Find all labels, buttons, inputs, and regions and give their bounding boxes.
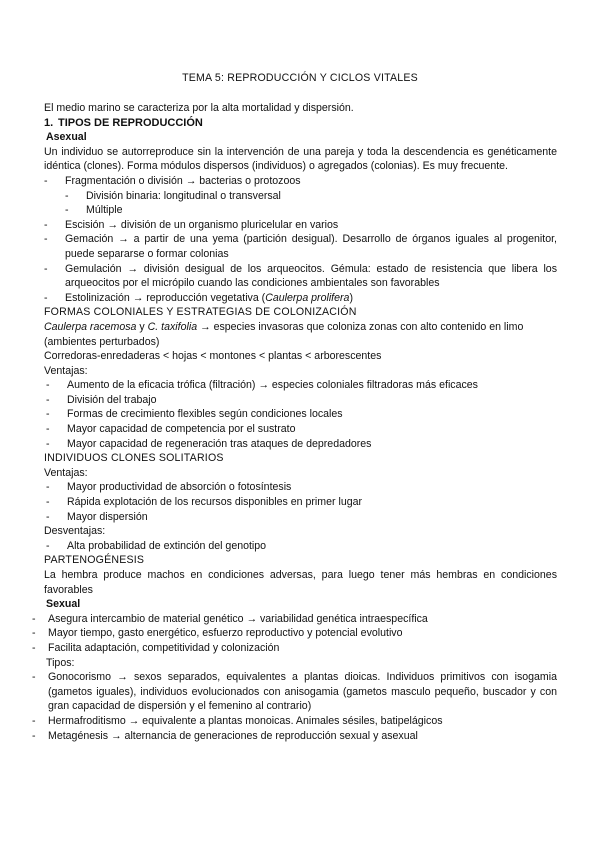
list-item-text: Mayor capacidad de regeneración tras ataques de depredadores — [67, 437, 372, 450]
sub-list-item-text: División binaria: longitudinal o transversal — [86, 189, 281, 202]
list-item-text: Mayor dispersión — [67, 510, 148, 523]
bullet-dash: - — [65, 189, 69, 202]
bullet-dash: - — [46, 437, 50, 450]
list-item — [32, 612, 557, 627]
species-description: → especies invasoras que coloniza zonas con alto contenido en limo (ambientes perturbados) — [44, 320, 524, 348]
list-item — [32, 670, 557, 714]
list-item — [44, 174, 557, 189]
list-item — [44, 510, 557, 525]
bullet-dash: - — [32, 671, 36, 684]
intro-paragraph: El medio marino se caracteriza por la alta mortalidad y dispersión. — [44, 102, 354, 114]
bullet-dash: - — [44, 174, 48, 187]
colonial-heading: FORMAS COLONIALES Y ESTRATEGIAS DE COLONIZACIÓN — [44, 306, 357, 319]
list-item — [44, 393, 557, 408]
list-item-text: Alta probabilidad de extinción del genotipo — [67, 539, 267, 552]
bullet-dash: - — [32, 627, 36, 640]
sexual-heading: Sexual — [46, 598, 81, 611]
list-item — [44, 495, 557, 510]
bullet-dash: - — [44, 218, 48, 231]
species-name: Caulerpa racemosa — [44, 320, 137, 333]
list-item-text: Rápida explotación de los recursos disponibles en primer lugar — [67, 496, 363, 509]
list-item-text: Gemación → a partir de una yema (partición desigual). Desarrollo de órganos iguales al progenitor, puede separarse o formar colonias — [65, 233, 557, 260]
list-item — [44, 218, 557, 233]
asexual-paragraph: Un individuo se autorreproduce sin la intervención de una pareja y toda la descendencia es genéticamente idéntica (clones). Forma módulos dispersos (individuos) o agregados (colonias). Es muy frecuente. — [44, 145, 557, 173]
list-item — [44, 422, 557, 437]
list-item-text: Fragmentación o división → bacterias o protozoos — [65, 174, 301, 187]
colonial-species-paragraph — [44, 320, 557, 349]
bullet-dash: - — [65, 204, 69, 217]
list-item — [32, 626, 557, 641]
list-item-text: Mayor tiempo, gasto energético, esfuerzo reproductivo y potencial evolutivo — [48, 627, 403, 640]
bullet-dash: - — [44, 262, 48, 275]
list-item-text: Facilita adaptación, competitividad y colonización — [48, 641, 280, 654]
list-item — [44, 378, 557, 393]
list-item — [44, 407, 557, 422]
section-heading — [44, 116, 557, 131]
species-name: Caulerpa prolifera — [265, 291, 350, 304]
list-item-text: Mayor capacidad de competencia por el sustrato — [67, 423, 296, 436]
section-number: 1. — [44, 116, 54, 129]
list-item — [44, 437, 557, 452]
list-item-text: Escisión → división de un organismo pluricelular en varios — [65, 218, 339, 231]
list-item-text: Hermafroditismo → equivalente a plantas monoicas. Animales sésiles, batipelágicos — [48, 714, 443, 727]
bullet-dash: - — [46, 510, 50, 523]
bullet-dash: - — [46, 539, 50, 552]
document-body — [32, 101, 557, 743]
bullet-dash: - — [46, 481, 50, 494]
bullet-dash: - — [32, 641, 36, 654]
ventajas-label: Ventajas: — [44, 466, 88, 479]
list-item — [44, 539, 557, 554]
estolon-close: ) — [349, 291, 353, 304]
desventajas-label: Desventajas: — [44, 525, 106, 538]
sub-list-item-text: Múltiple — [86, 204, 123, 217]
bullet-dash: - — [44, 233, 48, 246]
bullet-dash: - — [32, 612, 36, 625]
species-name: C. taxifolia — [147, 320, 198, 333]
bullet-dash: - — [46, 496, 50, 509]
list-item-text: Mayor productividad de absorción o fotosíntesis — [67, 481, 292, 494]
section-title: TIPOS DE REPRODUCCIÓN — [58, 116, 203, 129]
list-item — [44, 480, 557, 495]
bullet-dash: - — [44, 291, 48, 304]
list-item-text: Metagénesis → alternancia de generaciones de reproducción sexual y asexual — [48, 729, 418, 742]
list-item-text: División del trabajo — [67, 393, 157, 406]
list-item — [44, 291, 557, 306]
bullet-dash: - — [46, 408, 50, 421]
list-item-text — [65, 291, 557, 306]
species-join: y — [136, 320, 148, 333]
bullet-dash: - — [46, 393, 50, 406]
list-item-text: Asegura intercambio de material genético → variabilidad genética intraespecífica — [48, 612, 428, 625]
list-item — [32, 641, 557, 656]
growth-sequence: Corredoras-enredaderas < hojas < montones < plantas < arborescentes — [44, 350, 382, 363]
bullet-dash: - — [32, 714, 36, 727]
list-item-text: Formas de crecimiento flexibles según condiciones locales — [67, 408, 343, 421]
list-item — [44, 262, 557, 291]
bullet-dash: - — [46, 423, 50, 436]
list-item-text: Gonocorismo → sexos separados, equivalentes a plantas dioicas. Individuos primitivos con isogamia (gametos iguales), individuos evolucionados con anisogamia (gametos masculo pequeño, buscador y con gran capacidad de dispersión y el femenino al contrario) — [48, 671, 557, 713]
page-title: TEMA 5: REPRODUCCIÓN Y CICLOS VITALES — [182, 72, 418, 84]
sub-list-item — [44, 189, 557, 204]
list-item — [44, 232, 557, 261]
solitarios-heading: INDIVIDUOS CLONES SOLITARIOS — [44, 452, 224, 465]
estolon-text: Estolinización → reproducción vegetativa ( — [65, 291, 266, 304]
ventajas-label: Ventajas: — [44, 364, 88, 377]
list-item — [32, 714, 557, 729]
list-item — [32, 729, 557, 744]
tipos-label: Tipos: — [46, 656, 75, 669]
bullet-dash: - — [46, 379, 50, 392]
list-item-text: Aumento de la eficacia trófica (filtración) → especies coloniales filtradoras más eficaces — [67, 379, 478, 392]
asexual-heading: Asexual — [46, 131, 87, 144]
sub-list-item — [44, 203, 557, 218]
partenogenesis-heading: PARTENOGÉNESIS — [44, 554, 145, 567]
partenogenesis-paragraph: La hembra produce machos en condiciones adversas, para luego tener más hembras en condiciones favorables — [44, 569, 557, 596]
list-item-text: Gemulación → división desigual de los arqueocitos. Gémula: estado de resistencia que libera los arqueocitos por el micrópilo cuando las condiciones ambientales son favorables — [65, 262, 557, 290]
bullet-dash: - — [32, 729, 36, 742]
